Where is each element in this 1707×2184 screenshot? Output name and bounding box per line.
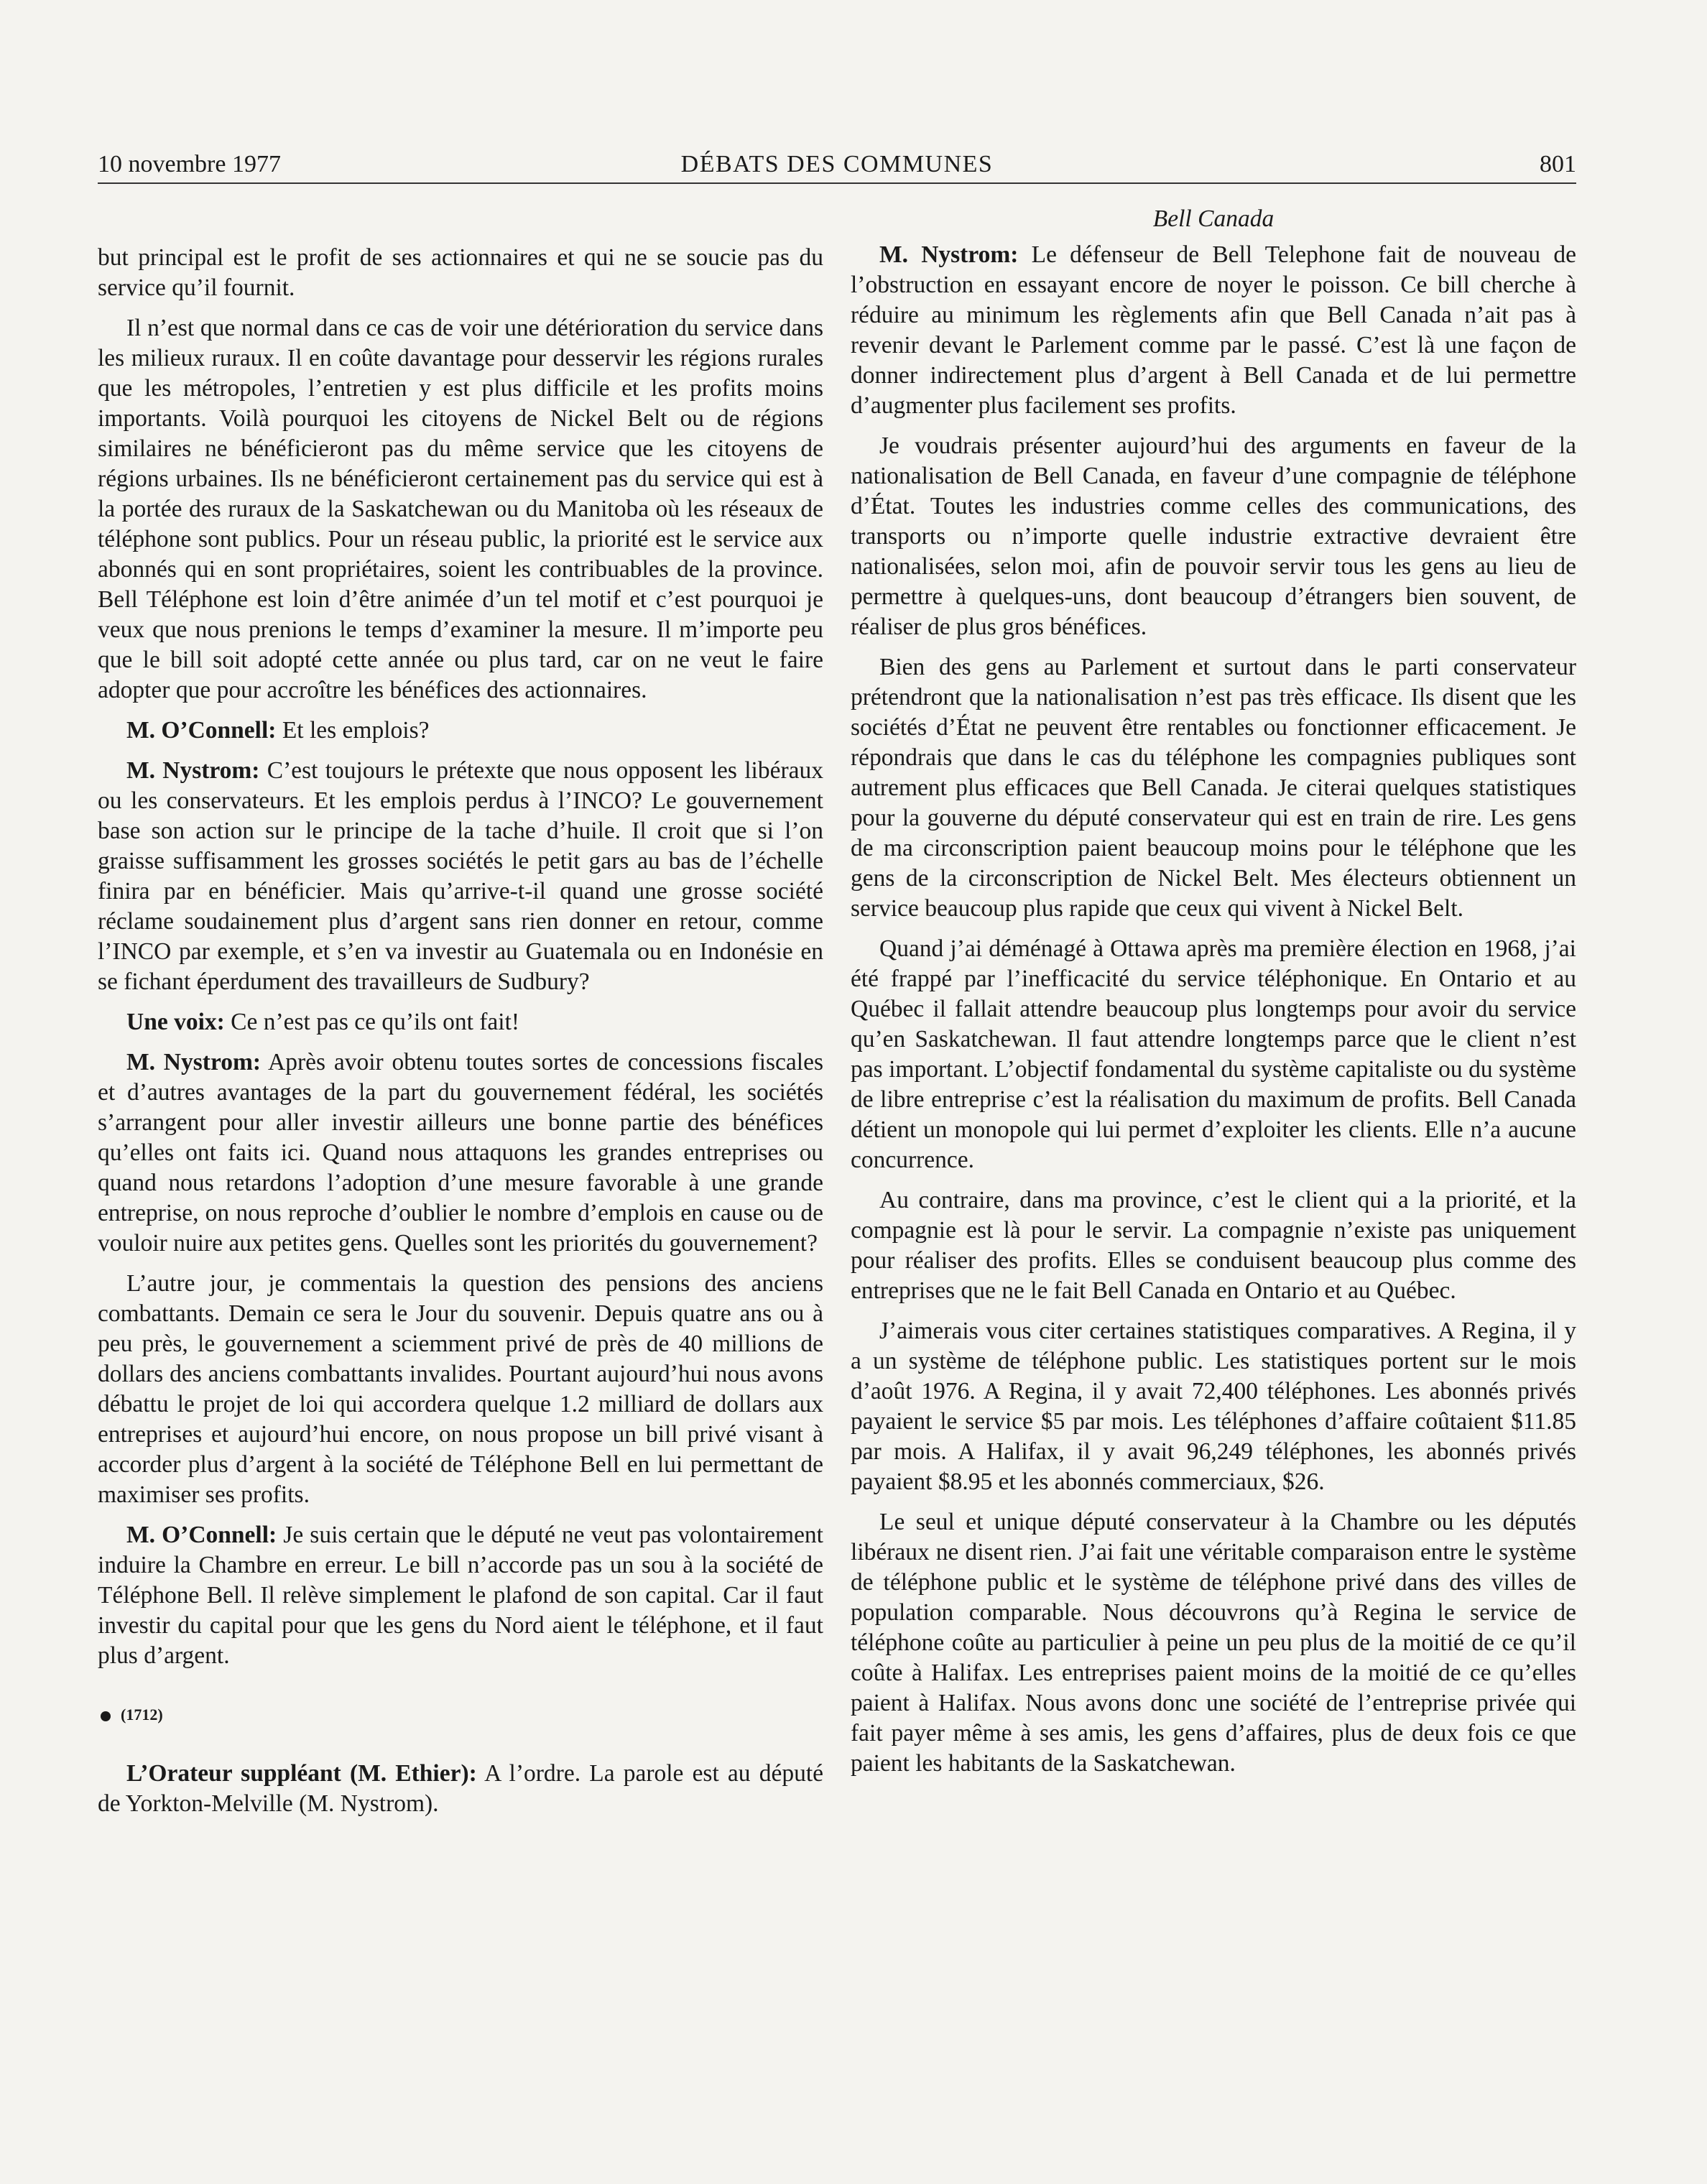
paragraph: Bien des gens au Parlement et surtout dans le parti conservateur prétendront que la nationalisation n’est pas très efficace. Ils disent que les sociétés d’État ne peuvent être rentables ou fonctionner efficacement. Je répondrais que dans le cas du téléphone les compagnies publiques sont autrement plus efficaces que Bell Canada. Je citerai quelques statistiques pour la gouverne du député conservateur qui est en train de rire. Les gens de ma circonscription paient beaucoup moins pour le téléphone que les gens de la circonscription de Nickel Belt. Mes électeurs obtiennent un service beaucoup plus rapide que ceux qui vivent à Nickel Belt. [851,654,1576,922]
speaker-name: M. Nystrom: [879,241,1019,268]
speaker-name: M. Nystrom: [126,757,260,784]
speech-paragraph [98,716,823,746]
speaker-name: Une voix: [126,1009,225,1035]
paragraph: Il n’est que normal dans ce cas de voir une détérioration du service dans les milieux ruraux. Il en coûte davantage pour desservir les régions rurales que les métropoles, l’entretien y est plus difficile et les profits moins importants. Voilà pourquoi les citoyens de Nickel Belt ou de régions similaires ne bénéficieront pas du même service que les citoyens de régions urbaines. Ils ne bénéficieront certainement pas du service qui est à la portée des ruraux de la Saskatchewan ou du Manitoba où les réseaux de téléphone sont publics. Pour un réseau public, la priorité est le service aux abonnés qui en sont propriétaires, soient les contribuables de la province. Bell Téléphone est loin d’être animée d’un tel motif et c’est pourquoi je veux que nous prenions le temps d’examiner la mesure. Il m’importe peu que le bill soit adopté cette année ou plus tard, car on ne veut le faire adopter que pour accroître les bénéfices des actionnaires. [98,315,823,703]
speech-paragraph [98,1007,823,1037]
speech-text: Après avoir obtenu toutes sortes de concessions fiscales et d’autres avantages de la part du gouvernement fédéral, les sociétés s’arrangent pour aller investir ailleurs une bonne partie des bénéfices qu’elles ont faits ici. Quand nous attaquons les grandes entreprises ou quand nous retardons l’adoption d’une mesure favorable à une grande entreprise, on nous reproche d’oublier le nombre d’emplois en cause ou de vouloir nuire aux petites gens. Quelles sont les priorités du gouvernement? [98,1049,823,1257]
speech-paragraph [98,1520,823,1671]
header-title: DÉBATS DES COMMUNES [680,151,994,177]
paragraph: L’autre jour, je commentais la question des pensions des anciens combattants. Demain ce sera le Jour du souvenir. Depuis quatre ans ou à peu près, le gouvernement a sciemment privé de près de 40 millions de dollars des anciens combattants invalides. Pourtant aujourd’hui nous avons débattu le projet de loi qui accordera quelque 1.2 milliard de dollars aux entreprises et aujourd’hui encore, on nous propose un bill privé visant à accorder plus d’argent à la société de Téléphone Bell en lui permettant de maximiser ses profits. [98,1270,823,1508]
paragraph: but principal est le profit de ses actionnaires et qui ne se soucie pas du service qu’il fournit. [98,244,823,301]
paragraph: Au contraire, dans ma province, c’est le client qui a la priorité, et la compagnie est là pour le servir. La compagnie n’existe pas uniquement pour réaliser des profits. Elles se conduisent beaucoup plus comme des entreprises que ne le fait Bell Canada en Ontario et au Québec. [851,1187,1576,1304]
speech-text: C’est toujours le prétexte que nous opposent les libéraux ou les conservateurs. Et les emplois perdus à l’INCO? Le gouvernement base son action sur le principe de la tache d’huile. Il croit que si l’on graisse suffisamment les grosses sociétés le petit gars au bas de l’échelle finira par en bénéficier. Mais qu’arrive-t-il quand une grosse société réclame soudainement plus d’argent sans rien donner en retour, comme l’INCO par exemple, et s’en va investir au Guatemala ou en Indonésie en se fichant éperdument des travailleurs de Sudbury? [98,757,823,995]
speech-text: Je suis certain que le député ne veut pas volontairement induire la Chambre en erreur. Le bill n’accorde pas un sou à la société de Téléphone Bell. Il relève simplement le plafond de son capital. Car il faut investir du capital pour que les gens du Nord aient le téléphone, et il faut plus d’argent. [98,1522,823,1669]
speech-paragraph [98,1759,823,1819]
paragraph: Le seul et unique député conservateur à la Chambre ou les députés libéraux ne disent rien. J’ai fait une véritable comparaison entre le système de téléphone public et le système de téléphone privé dans des villes de population comparable. Nous découvrons qu’à Regina le service de téléphone coûte au particulier à peine un peu plus de la moitié de ce qu’il coûte à Halifax. Les entreprises paient moins de la moitié de ce qu’elles paient à Halifax. Nous avons donc une société de l’entreprise privée qui fait payer même à ses amis, les gens d’affaires, plus de deux fois ce que paient les habitants de la Saskatchewan. [851,1509,1576,1777]
header-date: 10 novembre 1977 [98,151,281,177]
paragraph: Quand j’ai déménagé à Ottawa après ma première élection en 1968, j’ai été frappé par l’inefficacité du service téléphonique. En Ontario et au Québec il fallait attendre beaucoup plus longtemps pour avoir du service qu’en Saskatchewan. Il faut attendre longtemps parce que le client n’est pas important. L’objectif fondamental du système capitaliste ou du système de libre entreprise c’est la réalisation du maximum de profits. Bell Canada détient un monopole qui lui permet d’exploiter les clients. Elle n’a aucune concurrence. [851,935,1576,1173]
speaker-name: M. O’Connell: [126,1522,277,1548]
page-number: 801 [1540,151,1576,177]
speaker-name: M. O’Connell: [126,717,277,744]
speech-paragraph [98,1047,823,1259]
time-marker-text: (1712) [121,1706,163,1723]
paragraph: Je voudrais présenter aujourd’hui des arguments en faveur de la nationalisation de Bell Canada, en faveur d’une compagnie de téléphone d’État. Toutes les industries comme celles des communications, des transports ou n’importe quelle industrie extractive devraient être nationalisées, selon moi, afin de pouvoir servir tous les gens au lieu de permettre à quelques-uns, dont beaucoup d’étrangers bien souvent, de réaliser de plus gros bénéfices. [851,432,1576,640]
page-header [98,148,1576,184]
time-marker [101,1700,823,1730]
speech-text: Et les emplois? [276,717,430,744]
right-column [851,204,1576,1789]
speech-text: A l’ordre. La parole est au député de Yorkton-Melville (M. Nystrom). [98,1760,823,1817]
speech-text: Ce n’est pas ce qu’ils ont fait! [224,1009,520,1035]
speech-paragraph [98,756,823,997]
left-column [98,243,823,1829]
speaker-name: L’Orateur suppléant (M. Ethier): [126,1760,477,1787]
speech-text: Le défenseur de Bell Telephone fait de nouveau de l’obstruction en essayant encore de noyer le poisson. Ce bill cherche à réduire au minimum les règlements afin que Bell Canada n’ait pas à revenir devant le Parlement comme par le passé. C’est là une façon de donner indirectement plus d’argent à Bell Canada et de lui permettre d’augmenter plus facilement ses profits. [851,241,1576,419]
bullet-icon [101,1711,111,1721]
speech-paragraph [851,240,1576,421]
section-title: Bell Canada [1152,205,1275,232]
speaker-name: M. Nystrom: [126,1049,262,1075]
paragraph: J’aimerais vous citer certaines statistiques comparatives. A Regina, il y a un système de téléphone public. Les statistiques portent sur le mois d’août 1976. A Regina, il y avait 72,400 téléphones. Les abonnés privés payaient le service $5 par mois. Les téléphones d’affaire coûtaient $11.85 par mois. A Halifax, il y avait 96,249 téléphones, les abonnés privés payaient $8.95 et les abonnés commerciaux, $26. [851,1318,1576,1495]
